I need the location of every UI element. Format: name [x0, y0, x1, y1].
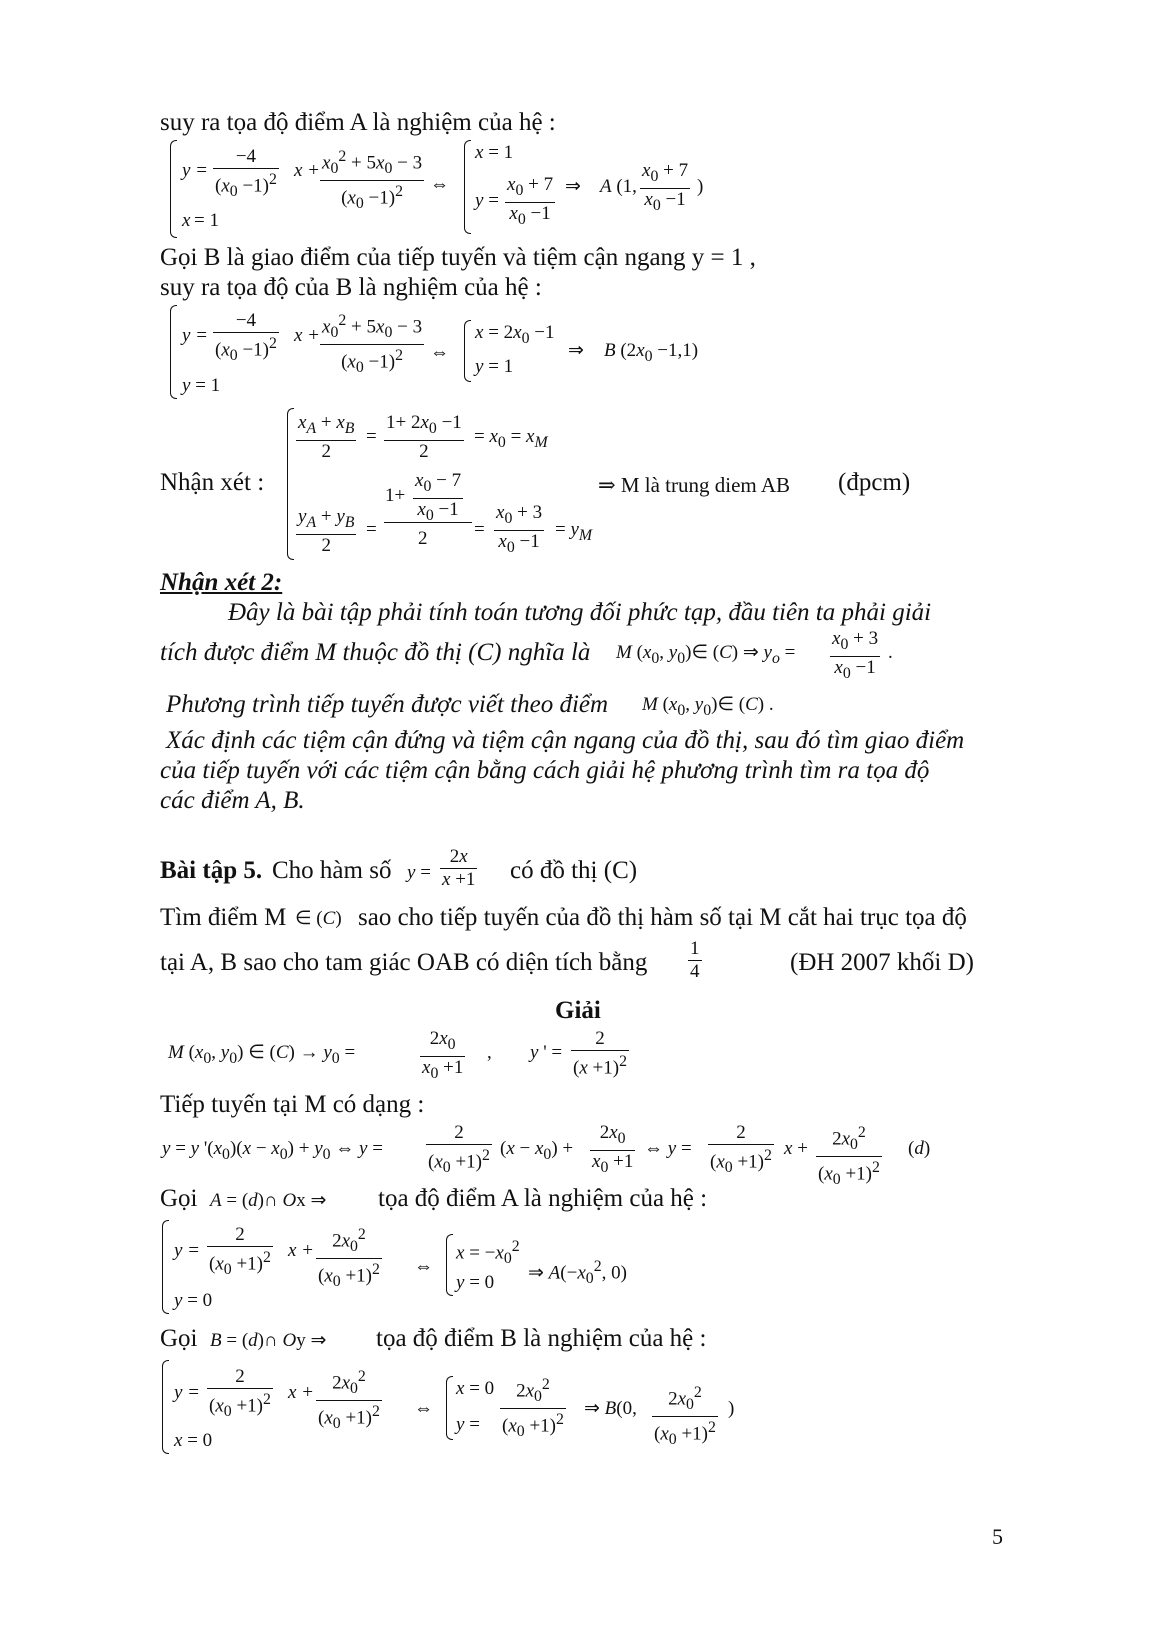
text-line: có đồ thị (C)	[510, 857, 638, 884]
text-line: tại A, B sao cho tam giác OAB có diện tích bằng	[160, 949, 648, 976]
page-number: 5	[992, 1524, 1003, 1549]
document-page: suy ra tọa độ điểm A là nghiệm của hệ : y = $\frac{-4}{(x_0 -1)^2}$ x + $\frac{x_0^2 + 5x_0 - 3}{(x_0 -1)^2}$ x = 1 ⇔ x = 1 y = $\frac{x_0 + 7}{x_0 -1}$ ⇒ A (1, $\frac{x_0 + 7}{x_0 -1}$ ) Gọi B là giao điểm của tiếp tuyến và tiệm cận ngang y = 1 , suy ra tọa độ của B là nghiệm của hệ : y = $\frac{-4}{(x_0 -1)^2}$ x + $\frac{x_0^2 + 5x_0 - 3}{(x_0 -1)^2}$ y = 1 ⇔ $x = 2x_0 -1$ y = 1 ⇒ B $(2x_0 -1,1)$ Nhận xét : $\frac{x_A + x_B}{2}$ = $\frac{1+ 2x_0 -1}{2}$ = $x_0 = x_M$ 1+ $\frac{x_0 - 7}{x_0 -1}$ $\frac{y_A + y_B}{2}$ = 2 = $\frac{x_0 + 3}{x_0 -1}$ = $y_M$ ⇒ M là trung diem AB (đpcm) Nhận xét 2: Đây là bài tập phải tính toán tương đối phức tạp, đầu tiên ta phải giải tích được điểm M thuộc đồ thị (C) nghĩa là M ($x_0$, $y_0)\in$ (C) ⇒ $y_o$ = $\frac{x_0 + 3}{x_0 -1}$ . Phương trình tiếp tuyến được viết theo điểm M ($x_0$, $y_0)\in$ (C) . Xác định các tiệm cận đứng và tiệm cận ngang của đồ thị, sau đó tìm giao điểm của tiếp tuyến với các tiệm cận bằng cách giải hệ phương trình tìm ra tọa độ các điểm A, B. Bài tập 5. Cho hàm số y = $\frac{2x}{x +1}$ có đồ thị (C) Tìm điểm M ∈ (C) sao cho tiếp tuyến của đồ thị hàm số tại M cắt hai trục tọa độ tại A, B sao cho tam giác OAB có diện tích bằng $\frac{1}{4}$ (ĐH 2007 khối D) Giải M ($x_0$, $y_0$) ∈ $(C) \to y_0$ = $\frac{2x_0}{x_0 +1}$ , y ' = $\frac{2}{(x +1)^2}$ Tiếp tuyến tại M có dạng : y = y '$(x_0)(x - x_0) + y_0$ ⇔ y = $\frac{2}{(x_0 +1)^2}$ $(x - x_0)$ + $\frac{2x_0}{x_0 +1}$ ⇔ y = $\frac{2}{(x_0 +1)^2}$ x + $\frac{2x_0^2}{(x_0 +1)^2}$ (d) Gọi A = (d)∩ Ox ⇒ tọa độ điểm A là nghiệm của hệ : y = $\frac{2}{(x_0 +1)^2}$ x + $\frac{2x_0^2}{(x_0 +1)^2}$ y = 0 ⇔ $x = -x_0^2$ y = 0 ⇒ $A(-x_0^2$, 0) Gọi B = (d)∩ Oy ⇒ tọa độ điểm B là nghiệm của hệ : y = $\frac{2}{(x_0 +1)^2}$ x + $\frac{2x_0^2}{(x_0 +1)^2}$ x = 0 ⇔ x = 0 y = $\frac{2x_0^2}{(x_0 +1)^2}$ ⇒ B(0, $\frac{2x_0^2}{(x_0 +1)^2}$ ) 5	[160, 109, 1003, 1549]
text-line: suy ra tọa độ của B là nghiệm của hệ :	[160, 274, 542, 301]
text-line: các điểm A, B.	[160, 787, 305, 814]
section-heading: Giải	[555, 997, 601, 1024]
text-line: Cho hàm số	[272, 857, 392, 884]
text-line: Gọi B là giao điểm của tiếp tuyến và tiệm cận ngang y = 1 ,	[160, 244, 756, 271]
fraction-quarter: $\frac{1}{4}$	[690, 938, 700, 982]
text-line: của tiếp tuyến với các tiệm cận bằng cách giải hệ phương trình tìm ra tọa độ	[160, 757, 930, 784]
text-line: Xác định các tiệm cận đứng và tiệm cận ngang của đồ thị, sau đó tìm giao điểm	[166, 727, 965, 754]
text-line: Gọi	[160, 1325, 198, 1352]
formula: ∈ (C)	[295, 908, 342, 929]
formula-m: M ($x_0$, $y_0)\in$ (C) .	[642, 694, 774, 719]
text-line: tọa độ điểm A là nghiệm của hệ :	[378, 1185, 708, 1212]
text-line: tọa độ điểm B là nghiệm của hệ :	[376, 1325, 707, 1352]
text-line: Tìm điểm M	[160, 904, 287, 931]
text-line: ⇒ M là trung diem AB	[598, 473, 791, 497]
text-line: Tiếp tuyến tại M có dạng :	[160, 1091, 425, 1118]
formula: A = (d)∩ Ox ⇒	[210, 1190, 327, 1211]
formula: B = (d)∩ Oy ⇒	[210, 1330, 327, 1351]
text-line: (ĐH 2007 khối D)	[790, 949, 975, 976]
section-heading: Nhận xét 2:	[160, 569, 283, 596]
text-line: suy ra tọa độ điểm A là nghiệm của hệ :	[160, 109, 556, 136]
text-line: (đpcm)	[838, 469, 911, 496]
text-line: Phương trình tiếp tuyến được viết theo điểm	[166, 691, 609, 718]
text-line: tích được điểm M thuộc đồ thị (C) nghĩa là	[160, 639, 591, 666]
text-line: Đây là bài tập phải tính toán tương đối phức tạp, đầu tiên ta phải giải	[228, 599, 932, 626]
text-line: sao cho tiếp tuyến của đồ thị hàm số tại M cắt hai trục tọa độ	[358, 904, 967, 931]
text-line: Gọi	[160, 1185, 198, 1212]
text-line: Nhận xét :	[160, 469, 265, 496]
exercise-title: Bài tập 5.	[160, 857, 263, 884]
